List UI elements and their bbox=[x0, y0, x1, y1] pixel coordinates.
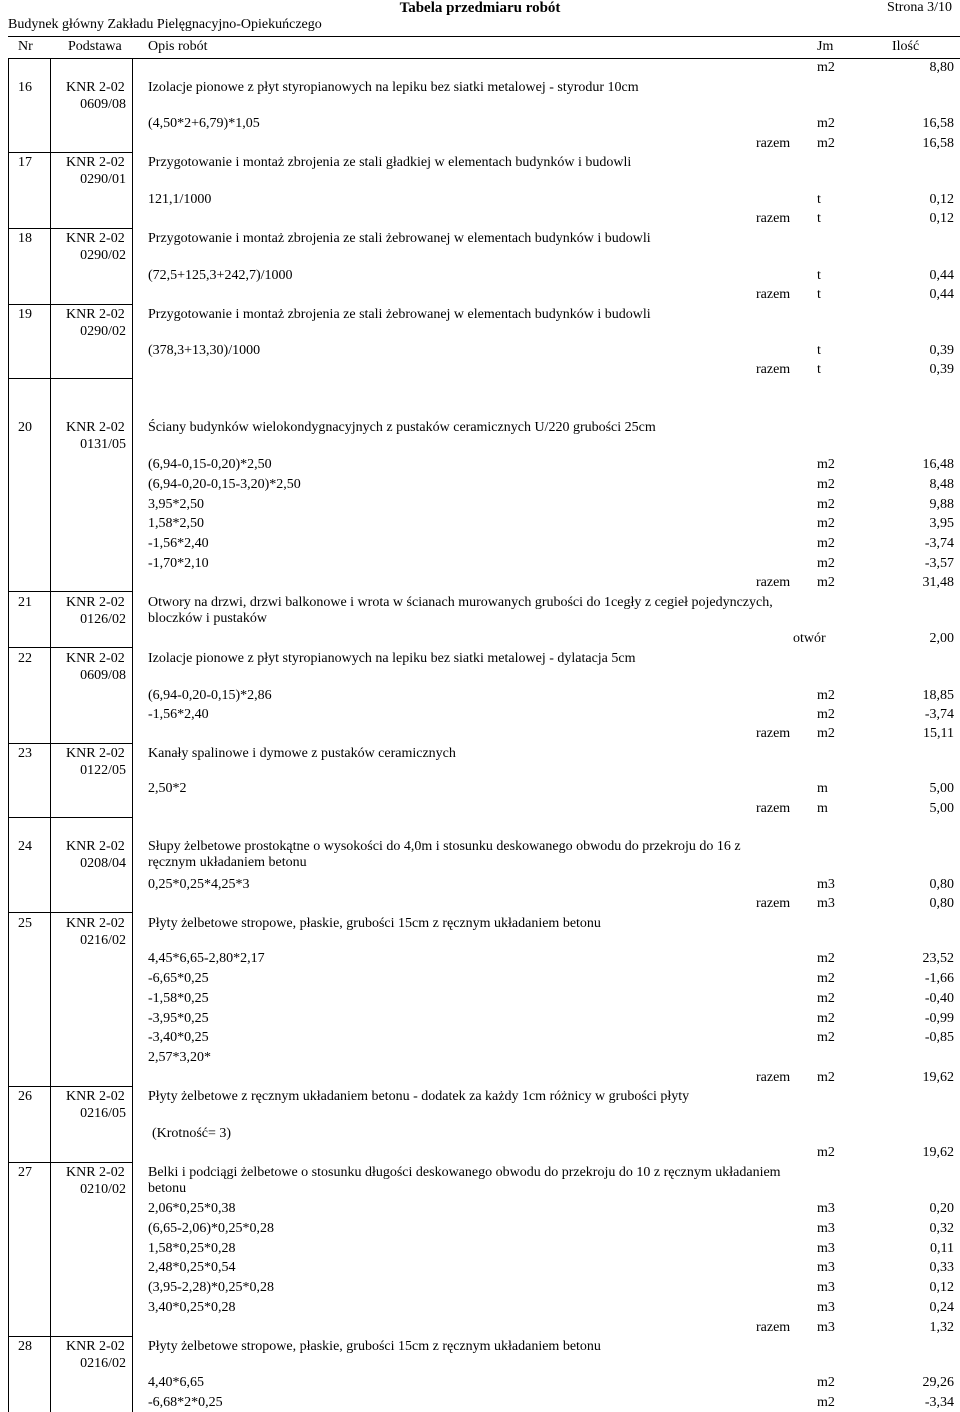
calc-value: 23,52 bbox=[922, 951, 954, 966]
calc-value: -3,74 bbox=[924, 707, 954, 722]
calc-value: 0,39 bbox=[929, 343, 954, 358]
calc-expression: -1,56*2,40 bbox=[148, 707, 209, 722]
item-basis-catalog: KNR 2-02 bbox=[66, 155, 125, 170]
calc-unit: m3 bbox=[817, 1280, 835, 1295]
item-basis-code: 0609/08 bbox=[80, 668, 126, 683]
calc-unit: m2 bbox=[817, 1395, 835, 1410]
total-unit: m2 bbox=[817, 726, 835, 741]
calc-value: 5,00 bbox=[929, 781, 954, 796]
calc-unit: m2 bbox=[817, 971, 835, 986]
vline-podstawa bbox=[132, 58, 133, 1412]
calc-expression: 2,06*0,25*0,38 bbox=[148, 1201, 236, 1216]
total-unit: m2 bbox=[817, 575, 835, 590]
calc-unit: m3 bbox=[817, 877, 835, 892]
item-basis-code: 0216/02 bbox=[80, 933, 126, 948]
calc-value: -0,85 bbox=[924, 1030, 954, 1045]
calc-expression: 4,40*6,65 bbox=[148, 1375, 204, 1390]
item-description: Przygotowanie i montaż zbrojenia ze stali gładkiej w elementach budynków i budowli bbox=[148, 155, 632, 170]
calc-expression: 1,58*2,50 bbox=[148, 516, 204, 531]
calc-unit: m2 bbox=[817, 497, 835, 512]
item-separator bbox=[8, 1336, 133, 1337]
calc-expression: -1,58*0,25 bbox=[148, 991, 209, 1006]
calc-value: 0,80 bbox=[929, 877, 954, 892]
total-value: 0,80 bbox=[929, 896, 954, 911]
calc-expression: -1,56*2,40 bbox=[148, 536, 209, 551]
item-basis-catalog: KNR 2-02 bbox=[66, 231, 125, 246]
calc-value: -3,74 bbox=[924, 536, 954, 551]
calc-expression: (3,95-2,28)*0,25*0,28 bbox=[148, 1280, 274, 1295]
item-separator bbox=[8, 1162, 133, 1163]
item-description: Płyty żelbetowe stropowe, płaskie, grubości 15cm z ręcznym układaniem betonu bbox=[148, 1339, 601, 1354]
calc-expression: -6,68*2*0,25 bbox=[148, 1395, 223, 1410]
item-separator bbox=[8, 304, 133, 305]
calc-unit: m2 bbox=[817, 516, 835, 531]
total-label: razem bbox=[756, 287, 791, 302]
calc-unit: m3 bbox=[817, 1221, 835, 1236]
calc-value: 0,32 bbox=[929, 1221, 954, 1236]
item-separator bbox=[8, 912, 133, 913]
item-basis-code: 0216/02 bbox=[80, 1356, 126, 1371]
calc-value: -3,57 bbox=[924, 556, 954, 571]
item-description: Izolacje pionowe z płyt styropianowych na lepiku bez siatki metalowej - styrodur 10cm bbox=[148, 80, 639, 95]
calc-unit: m2 bbox=[817, 477, 835, 492]
total-label: razem bbox=[756, 1320, 791, 1335]
calc-value: 0,12 bbox=[929, 1280, 954, 1295]
total-label: razem bbox=[756, 801, 791, 816]
item-basis-catalog: KNR 2-02 bbox=[66, 839, 125, 854]
calc-unit: m2 bbox=[817, 1375, 835, 1390]
item-number: 20 bbox=[18, 420, 32, 435]
item-basis-code: 0290/02 bbox=[80, 324, 126, 339]
calc-value: 3,95 bbox=[929, 516, 954, 531]
item-number: 26 bbox=[18, 1089, 32, 1104]
header-rule bbox=[8, 36, 960, 37]
page-number: Strona 3/10 bbox=[887, 0, 952, 15]
item-separator bbox=[8, 817, 133, 818]
calc-expression: -6,65*0,25 bbox=[148, 971, 209, 986]
total-value: 5,00 bbox=[929, 801, 954, 816]
carry-value: 8,80 bbox=[929, 60, 954, 75]
total-unit: t bbox=[817, 287, 821, 302]
calc-expression: 4,45*6,65-2,80*2,17 bbox=[148, 951, 265, 966]
calc-unit: m2 bbox=[817, 1011, 835, 1026]
calc-expression: 2,57*3,20* bbox=[148, 1050, 211, 1065]
summary-value: 19,62 bbox=[922, 1145, 954, 1160]
item-separator bbox=[8, 228, 133, 229]
summary-unit: otwór bbox=[793, 631, 826, 646]
total-unit: t bbox=[817, 362, 821, 377]
calc-expression: 3,95*2,50 bbox=[148, 497, 204, 512]
calc-value: -1,66 bbox=[924, 971, 954, 986]
page-title: Tabela przedmiaru robót bbox=[399, 0, 561, 16]
item-description: Przygotowanie i montaż zbrojenia ze stali żebrowanej w elementach budynków i budowli bbox=[148, 307, 651, 322]
calc-expression: (6,94-0,20-0,15)*2,86 bbox=[148, 688, 272, 703]
col-opis-heading: Opis robót bbox=[148, 39, 208, 54]
item-separator bbox=[8, 1086, 133, 1087]
calc-unit: m2 bbox=[817, 556, 835, 571]
calc-unit: m3 bbox=[817, 1260, 835, 1275]
item-number: 23 bbox=[18, 746, 32, 761]
item-description: Kanały spalinowe i dymowe z pustaków ceramicznych bbox=[148, 746, 456, 761]
item-basis-catalog: KNR 2-02 bbox=[66, 420, 125, 435]
calc-value: 0,44 bbox=[929, 268, 954, 283]
item-basis-catalog: KNR 2-02 bbox=[66, 307, 125, 322]
total-value: 31,48 bbox=[922, 575, 954, 590]
total-unit: m3 bbox=[817, 896, 835, 911]
item-number: 24 bbox=[18, 839, 32, 854]
calc-value: 0,20 bbox=[929, 1201, 954, 1216]
total-value: 1,32 bbox=[929, 1320, 954, 1335]
item-basis-code: 0210/02 bbox=[80, 1182, 126, 1197]
item-basis-code: 0290/02 bbox=[80, 248, 126, 263]
total-value: 19,62 bbox=[922, 1070, 954, 1085]
total-unit: m2 bbox=[817, 136, 835, 151]
calc-value: 0,33 bbox=[929, 1260, 954, 1275]
building-name: Budynek główny Zakładu Pielęgnacyjno-Opiekuńczego bbox=[8, 17, 322, 32]
item-basis-code: 0126/02 bbox=[80, 612, 126, 627]
calc-unit: m3 bbox=[817, 1241, 835, 1256]
total-unit: t bbox=[817, 211, 821, 226]
item-number: 22 bbox=[18, 651, 32, 666]
item-basis-code: 0290/01 bbox=[80, 172, 126, 187]
calc-value: 8,48 bbox=[929, 477, 954, 492]
calc-value: 0,12 bbox=[929, 192, 954, 207]
calc-unit: t bbox=[817, 268, 821, 283]
calc-value: 16,58 bbox=[922, 116, 954, 131]
item-separator bbox=[8, 152, 133, 153]
calc-unit: m2 bbox=[817, 951, 835, 966]
calc-expression: (6,65-2,06)*0,25*0,28 bbox=[148, 1221, 274, 1236]
item-number: 17 bbox=[18, 155, 32, 170]
calc-unit: t bbox=[817, 192, 821, 207]
total-label: razem bbox=[756, 896, 791, 911]
item-description: Przygotowanie i montaż zbrojenia ze stali żebrowanej w elementach budynków i budowli bbox=[148, 231, 651, 246]
item-description: Izolacje pionowe z płyt styropianowych na lepiku bez siatki metalowej - dylatacja 5cm bbox=[148, 651, 636, 666]
item-number: 16 bbox=[18, 80, 32, 95]
total-label: razem bbox=[756, 1070, 791, 1085]
calc-expression: (6,94-0,20-0,15-3,20)*2,50 bbox=[148, 477, 301, 492]
calc-expression: -1,70*2,10 bbox=[148, 556, 209, 571]
item-description: Ściany budynków wielokondygnacyjnych z pustaków ceramicznych U/220 grubości 25cm bbox=[148, 420, 656, 435]
total-label: razem bbox=[756, 726, 791, 741]
calc-unit: m2 bbox=[817, 1030, 835, 1045]
item-number: 28 bbox=[18, 1339, 32, 1354]
total-value: 15,11 bbox=[923, 726, 954, 741]
item-basis-catalog: KNR 2-02 bbox=[66, 746, 125, 761]
total-label: razem bbox=[756, 136, 791, 151]
calc-expression: 2,48*0,25*0,54 bbox=[148, 1260, 236, 1275]
item-description: Belki i podciągi żelbetowe o stosunku długości deskowanego obwodu do przekroju do 10 z ręcznym układaniem betonu bbox=[148, 1165, 781, 1196]
calc-value: 29,26 bbox=[922, 1375, 954, 1390]
columns-rule bbox=[8, 58, 960, 59]
total-value: 16,58 bbox=[922, 136, 954, 151]
calc-expression: (6,94-0,15-0,20)*2,50 bbox=[148, 457, 272, 472]
calc-value: 16,48 bbox=[922, 457, 954, 472]
col-podstawa-heading: Podstawa bbox=[68, 39, 122, 54]
item-basis-catalog: KNR 2-02 bbox=[66, 1339, 125, 1354]
item-basis-catalog: KNR 2-02 bbox=[66, 80, 125, 95]
item-basis-catalog: KNR 2-02 bbox=[66, 595, 125, 610]
total-label: razem bbox=[756, 575, 791, 590]
calc-expression: 121,1/1000 bbox=[148, 192, 212, 207]
item-description: Słupy żelbetowe prostokątne o wysokości do 4,0m i stosunku deskowanego obwodu do przekroju do 16 z ręcznym układaniem betonu bbox=[148, 839, 741, 870]
calc-unit: m bbox=[817, 781, 828, 796]
calc-unit: m2 bbox=[817, 688, 835, 703]
item-basis-code: 0216/05 bbox=[80, 1106, 126, 1121]
item-separator bbox=[8, 591, 133, 592]
calc-unit: m2 bbox=[817, 116, 835, 131]
calc-unit: m2 bbox=[817, 457, 835, 472]
item-basis-code: 0122/05 bbox=[80, 763, 126, 778]
calc-expression: (72,5+125,3+242,7)/1000 bbox=[148, 268, 293, 283]
col-nr-heading: Nr bbox=[18, 39, 33, 54]
calc-expression: (378,3+13,30)/1000 bbox=[148, 343, 261, 358]
total-value: 0,44 bbox=[929, 287, 954, 302]
col-jm-heading: Jm bbox=[817, 39, 834, 54]
calc-unit: m3 bbox=[817, 1201, 835, 1216]
item-number: 18 bbox=[18, 231, 32, 246]
col-ilosc-heading: Ilość bbox=[892, 39, 920, 54]
item-basis-code: 0609/08 bbox=[80, 97, 126, 112]
calc-value: 18,85 bbox=[922, 688, 954, 703]
calc-unit: m2 bbox=[817, 536, 835, 551]
calc-unit: m3 bbox=[817, 1300, 835, 1315]
total-value: 0,39 bbox=[929, 362, 954, 377]
calc-value: 9,88 bbox=[929, 497, 954, 512]
item-description: Płyty żelbetowe z ręcznym układaniem betonu - dodatek za każdy 1cm różnicy w grubości płyty bbox=[148, 1089, 690, 1104]
item-basis-code: 0131/05 bbox=[80, 437, 126, 452]
carry-unit: m2 bbox=[817, 60, 835, 75]
item-description: Płyty żelbetowe stropowe, płaskie, grubości 15cm z ręcznym układaniem betonu bbox=[148, 916, 601, 931]
item-description: Otwory na drzwi, drzwi balkonowe i wrota w ścianach murowanych grubości do 1cegły z cegieł pojedynczych, bloczków i pustaków bbox=[148, 595, 773, 626]
total-unit: m2 bbox=[817, 1070, 835, 1085]
summary-unit: m2 bbox=[817, 1145, 835, 1160]
calc-expression: 2,50*2 bbox=[148, 781, 187, 796]
total-label: razem bbox=[756, 211, 791, 226]
item-number: 27 bbox=[18, 1165, 32, 1180]
item-number: 19 bbox=[18, 307, 32, 322]
item-basis-catalog: KNR 2-02 bbox=[66, 916, 125, 931]
summary-value: 2,00 bbox=[929, 631, 954, 646]
total-label: razem bbox=[756, 362, 791, 377]
item-basis-catalog: KNR 2-02 bbox=[66, 1165, 125, 1180]
item-basis-catalog: KNR 2-02 bbox=[66, 651, 125, 666]
item-number: 25 bbox=[18, 916, 32, 931]
calc-unit: t bbox=[817, 343, 821, 358]
calc-expression: (4,50*2+6,79)*1,05 bbox=[148, 116, 260, 131]
item-separator bbox=[8, 743, 133, 744]
item-note: (Krotność= 3) bbox=[152, 1126, 232, 1141]
calc-expression: 0,25*0,25*4,25*3 bbox=[148, 877, 250, 892]
calc-expression: 3,40*0,25*0,28 bbox=[148, 1300, 236, 1315]
item-separator bbox=[8, 378, 133, 379]
calc-value: 0,11 bbox=[930, 1241, 954, 1256]
calc-expression: 1,58*0,25*0,28 bbox=[148, 1241, 236, 1256]
vline-nr bbox=[50, 58, 51, 1412]
calc-expression: -3,95*0,25 bbox=[148, 1011, 209, 1026]
item-separator bbox=[8, 647, 133, 648]
calc-expression: -3,40*0,25 bbox=[148, 1030, 209, 1045]
total-unit: m bbox=[817, 801, 828, 816]
item-basis-code: 0208/04 bbox=[80, 856, 126, 871]
item-basis-catalog: KNR 2-02 bbox=[66, 1089, 125, 1104]
vline-left bbox=[8, 58, 9, 1412]
calc-value: -0,99 bbox=[924, 1011, 954, 1026]
item-number: 21 bbox=[18, 595, 32, 610]
calc-unit: m2 bbox=[817, 707, 835, 722]
total-unit: m3 bbox=[817, 1320, 835, 1335]
calc-unit: m2 bbox=[817, 991, 835, 1006]
calc-value: 0,24 bbox=[929, 1300, 954, 1315]
total-value: 0,12 bbox=[929, 211, 954, 226]
calc-value: -0,40 bbox=[924, 991, 954, 1006]
calc-value: -3,34 bbox=[924, 1395, 954, 1410]
